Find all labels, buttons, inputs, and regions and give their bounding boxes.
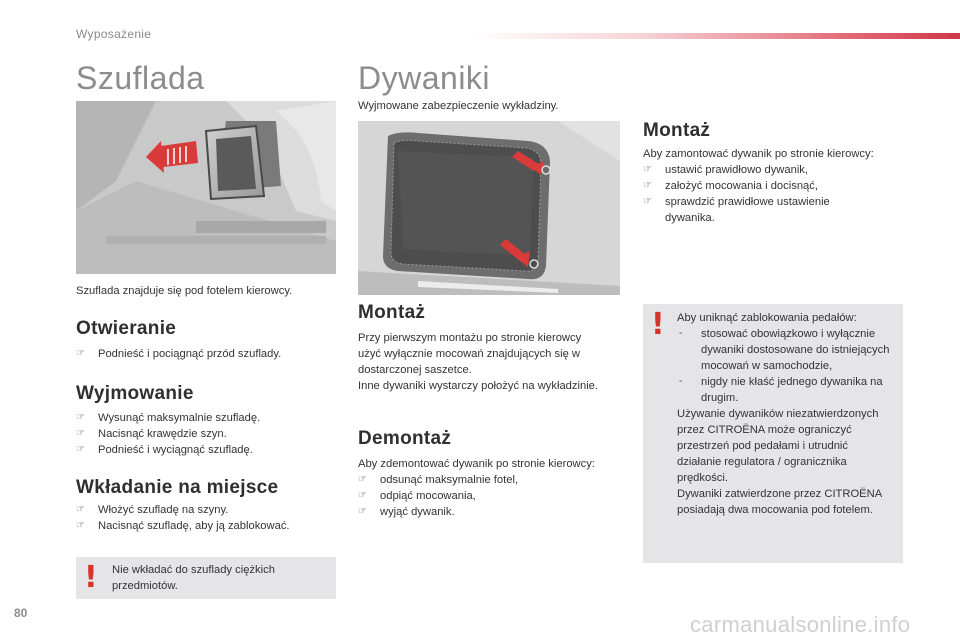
mounting-list [643,162,893,226]
drawer-illustration [76,101,336,274]
dismounting-intro: Aby zdemontować dywanik po stronie kierowcy: [358,458,595,470]
list-item: ☞ Włożyć szufladę na szyny. [76,504,229,516]
section-title: Wyposażenie [76,27,152,41]
opening-list [76,346,336,362]
list-item: ☞ wyjąć dywanik. [358,506,455,518]
pointing-hand-icon: ☞ [358,506,367,517]
mounting-intro: Aby zamontować dywanik po stronie kierowcy: [643,148,874,160]
list-item: ☞ Nacisnąć krawędzie szyn. [76,428,227,440]
warning-box-drawer [76,557,336,599]
dismounting-list [358,472,618,520]
list-item: ☞ sprawdzić prawidłowe ustawienie dywanika. [643,196,830,224]
list-item: - stosować obowiązkowo i wyłącznie dywaniki dostosowane do istniejących mocowań w samochodzie, [679,328,890,372]
heading-mounting-first: Montaż [358,302,426,323]
pointing-hand-icon: ☞ [643,180,652,191]
inserting-list [76,502,336,534]
mounting-first-text: Przy pierwszym montażu po stronie kierowcy użyć wyłącznie mocowań znajdujących się w dostarczonej saszetce. Inne dywaniki wystarczy położyć na wykładzinie. [358,332,599,392]
list-item: ☞ Podnieść i pociągnąć przód szuflady. [76,348,282,360]
pointing-hand-icon: ☞ [76,520,85,531]
pointing-hand-icon: ☞ [358,490,367,501]
pointing-hand-icon: ☞ [643,164,652,175]
heading-dismounting: Demontaż [358,428,452,449]
pointing-hand-icon: ☞ [76,428,85,439]
warning-content: Aby uniknąć zablokowania pedałów: - stosować obowiązkowo i wyłącznie dywaniki dostosowane do istniejących mocowań w samochodzie, - nigdy nie kłaść jednego dywanika na drugim. Używanie dywaników niezatwierdzonych przez CITROËNA może ograniczyć przestrzeń pod pedałami i utrudnić działanie regulatora / ogranicznika prędkości. Dywaniki zatwierdzone przez CITROËNA posiadają dwa mocowania pod fotelem. [677,310,892,518]
heading-inserting: Wkładanie na miejsce [76,477,279,498]
warning-box-mats [643,304,903,563]
drawer-caption: Szuflada znajduje się pod fotelem kierowcy. [76,285,293,297]
pointing-hand-icon: ☞ [76,348,85,359]
list-item: ☞ założyć mocowania i docisnąć, [643,180,818,192]
floor-mat-illustration [358,121,620,295]
pointing-hand-icon: ☞ [643,196,652,207]
pointing-hand-icon: ☞ [358,474,367,485]
list-item: ☞ ustawić prawidłowo dywanik, [643,164,809,176]
list-item: ☞ Podnieść i wyciągnąć szufladę. [76,444,253,456]
list-item: ☞ odsunąć maksymalnie fotel, [358,474,519,486]
page-title-mats: Dywaniki [358,60,491,96]
list-item: - nigdy nie kłaść jednego dywanika na drugim. [679,376,883,404]
pointing-hand-icon: ☞ [76,444,85,455]
list-item: ☞ odpiąć mocowania, [358,490,476,502]
exclamation-icon: ! [651,307,665,342]
heading-mounting: Montaż [643,120,711,141]
page-number: 80 [14,606,28,620]
mats-subtitle: Wyjmowane zabezpieczenie wykładziny. [358,100,559,112]
warning-text: Nie wkładać do szuflady ciężkich przedmiotów. [112,564,275,592]
pointing-hand-icon: ☞ [76,412,85,423]
list-item: ☞ Nacisnąć szufladę, aby ją zablokować. [76,520,290,532]
pointing-hand-icon: ☞ [76,504,85,515]
watermark: carmanualsonline.info [690,612,911,637]
page-title-drawer: Szuflada [76,60,205,96]
exclamation-icon: ! [84,560,98,595]
heading-opening: Otwieranie [76,318,177,339]
header-accent-bar [470,33,960,39]
heading-removing: Wyjmowanie [76,383,194,404]
removing-list [76,410,336,458]
list-item: ☞ Wysunąć maksymalnie szufladę. [76,412,261,424]
